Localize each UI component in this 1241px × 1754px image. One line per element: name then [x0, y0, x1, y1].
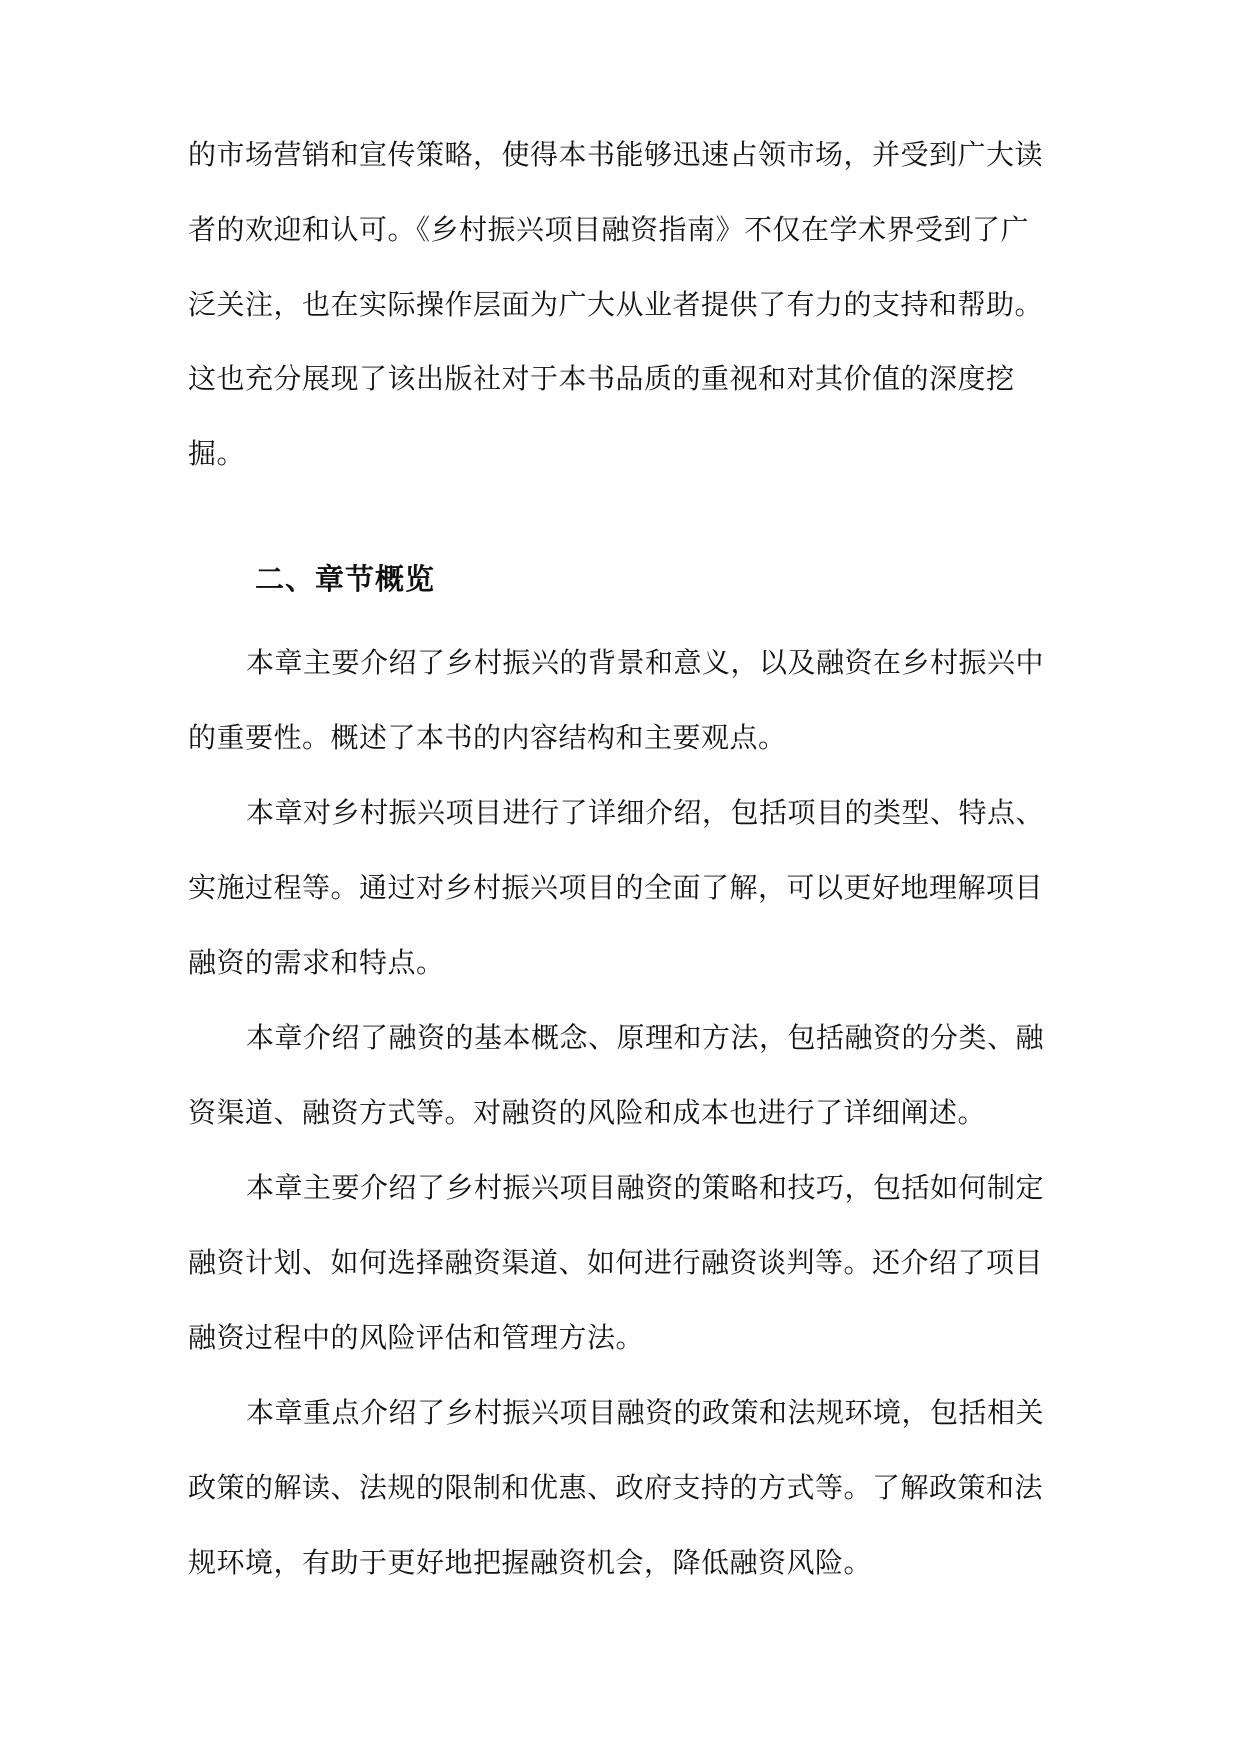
- paragraph-1-line-1: 本章主要介绍了乡村振兴的背景和意义，以及融资在乡村振兴中: [246, 646, 1045, 679]
- paragraph-2-line-1: 本章对乡村振兴项目进行了详细介绍，包括项目的类型、特点、: [246, 796, 1045, 829]
- paragraph-4-line-1: 本章主要介绍了乡村振兴项目融资的策略和技巧，包括如何制定: [246, 1171, 1045, 1204]
- paragraph-2-line-3: 融资的需求和特点。: [188, 946, 445, 979]
- paragraph-4-line-3: 融资过程中的风险评估和管理方法。: [188, 1321, 645, 1354]
- paragraph-4-line-2: 融资计划、如何选择融资渠道、如何进行融资谈判等。还介绍了项目: [188, 1246, 1044, 1279]
- paragraph-5-line-1: 本章重点介绍了乡村振兴项目融资的政策和法规环境，包括相关: [246, 1396, 1045, 1429]
- intro-line-2: 者的欢迎和认可。《乡村振兴项目融资指南》不仅在学术界受到了广: [188, 213, 1030, 246]
- intro-line-4: 这也充分展现了该出版社对于本书品质的重视和对其价值的深度挖: [188, 362, 1015, 395]
- paragraph-2-line-2: 实施过程等。通过对乡村振兴项目的全面了解，可以更好地理解项目: [188, 871, 1044, 904]
- intro-line-5: 掘。: [188, 437, 246, 470]
- paragraph-1-line-2: 的重要性。概述了本书的内容结构和主要观点。: [188, 721, 787, 754]
- intro-line-1: 的市场营销和宣传策略，使得本书能够迅速占领市场，并受到广大读: [188, 138, 1044, 171]
- paragraph-5-line-3: 规环境，有助于更好地把握融资机会，降低融资风险。: [188, 1546, 873, 1579]
- intro-line-3: 泛关注，也在实际操作层面为广大从业者提供了有力的支持和帮助。: [188, 288, 1044, 321]
- paragraph-5-line-2: 政策的解读、法规的限制和优惠、政府支持的方式等。了解政策和法: [188, 1471, 1044, 1504]
- section-heading: 二、章节概览: [255, 562, 436, 596]
- paragraph-3-line-2: 资渠道、融资方式等。对融资的风险和成本也进行了详细阐述。: [188, 1096, 987, 1129]
- paragraph-3-line-1: 本章介绍了融资的基本概念、原理和方法，包括融资的分类、融: [246, 1021, 1045, 1054]
